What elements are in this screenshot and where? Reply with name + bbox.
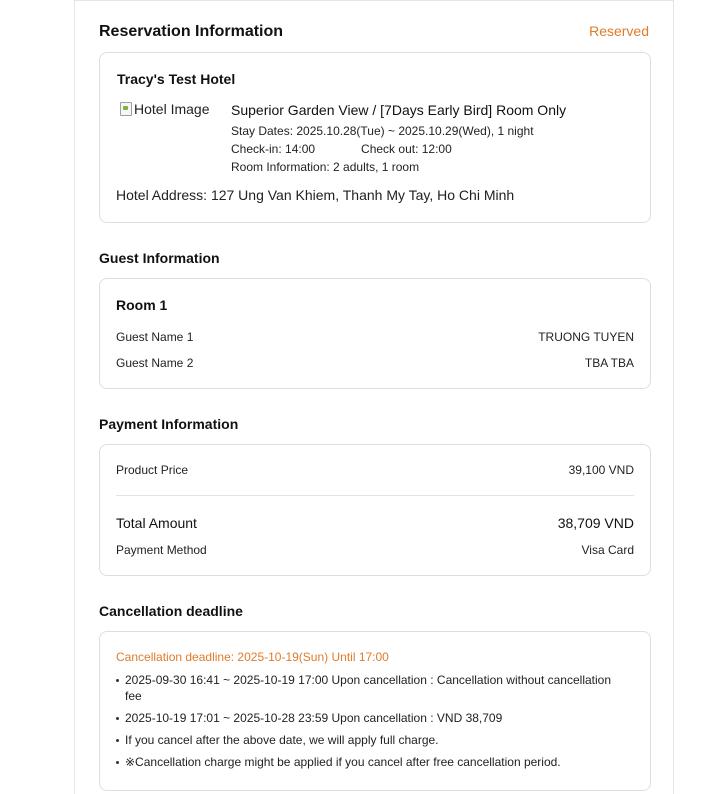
hotel-image-alt: Hotel Image	[134, 101, 210, 117]
total-amount-label: Total Amount	[116, 515, 197, 531]
guest-name-value: TRUONG TUYEN	[538, 330, 634, 344]
room-label: Room 1	[116, 297, 168, 313]
room-information: Room Information: 2 adults, 1 room	[231, 160, 420, 174]
guest-heading: Guest Information	[99, 250, 220, 266]
product-price-value: 39,100 VND	[568, 463, 634, 477]
hotel-image	[120, 101, 209, 117]
policy-item: ※Cancellation charge might be applied if you cancel after free cancellation period.	[116, 754, 626, 770]
stay-dates: Stay Dates: 2025.10.28(Tue) ~ 2025.10.29(Wed), 1 night	[231, 124, 534, 138]
check-out-time: Check out: 12:00	[361, 142, 452, 156]
guest-name-value: TBA TBA	[584, 356, 634, 370]
cancellation-heading: Cancellation deadline	[99, 603, 243, 619]
broken-image-icon	[120, 102, 132, 116]
payment-card	[99, 444, 651, 576]
guest-header	[99, 250, 649, 266]
payment-method-row	[116, 543, 634, 557]
room-title: Superior Garden View / [7Days Early Bird] Room Only	[231, 102, 567, 118]
reservation-header	[99, 23, 649, 41]
payment-heading: Payment Information	[99, 416, 239, 432]
payment-method-value: Visa Card	[581, 543, 634, 557]
reservation-panel	[74, 0, 674, 794]
policy-item: 2025-10-19 17:01 ~ 2025-10-28 23:59 Upon cancellation : VND 38,709	[116, 710, 626, 726]
guest-row	[116, 330, 634, 344]
guest-card	[99, 278, 651, 389]
hotel-address: Hotel Address: 127 Ung Van Khiem, Thanh My Tay, Ho Chi Minh	[116, 187, 515, 203]
total-amount-value: 38,709 VND	[557, 515, 634, 531]
guest-name-label: Guest Name 1	[116, 330, 194, 344]
payment-method-label: Payment Method	[116, 543, 207, 557]
policy-item: If you cancel after the above date, we will apply full charge.	[116, 732, 626, 748]
policy-item: 2025-09-30 16:41 ~ 2025-10-19 17:00 Upon cancellation : Cancellation without cancellation fee	[116, 672, 626, 704]
reservation-heading: Reservation Information	[99, 23, 284, 40]
product-price-row	[116, 463, 634, 477]
total-amount-row	[116, 515, 634, 531]
status-badge: Reserved	[589, 23, 649, 39]
check-times	[231, 142, 452, 156]
reservation-card	[99, 52, 651, 223]
product-price-label: Product Price	[116, 463, 189, 477]
cancellation-card	[99, 631, 651, 791]
payment-header	[99, 416, 649, 432]
cancellation-deadline: Cancellation deadline: 2025-10-19(Sun) Until 17:00	[116, 650, 389, 664]
check-in-time: Check-in: 14:00	[231, 142, 316, 156]
cancellation-policy-list	[116, 672, 626, 776]
cancellation-header	[99, 603, 649, 619]
guest-name-label: Guest Name 2	[116, 356, 194, 370]
divider	[116, 495, 634, 496]
hotel-name: Tracy's Test Hotel	[117, 71, 236, 87]
guest-row	[116, 356, 634, 370]
